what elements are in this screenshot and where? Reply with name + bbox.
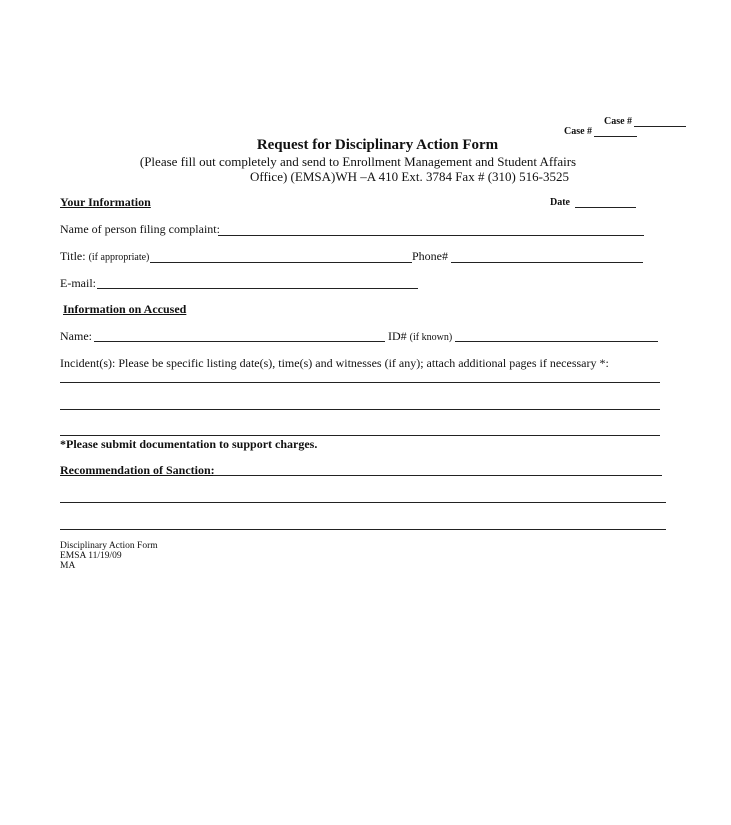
incidents-line-2[interactable] <box>60 409 660 410</box>
filer-name-label: Name of person filing complaint: <box>60 222 220 236</box>
accused-id-field[interactable] <box>455 341 658 342</box>
accused-id-label-wrap <box>388 329 452 344</box>
sanction-line-2[interactable] <box>60 502 666 503</box>
date-field[interactable] <box>575 207 636 208</box>
accused-id-hint: (if known) <box>409 332 453 343</box>
sanction-field[interactable] <box>213 475 662 476</box>
accused-name-label: Name: <box>60 329 92 343</box>
form-title: Request for Disciplinary Action Form <box>256 137 499 153</box>
email-field[interactable] <box>97 288 418 289</box>
title-hint: (if appropriate) <box>88 252 150 263</box>
case-number-field[interactable] <box>634 126 686 127</box>
email-label: E-mail: <box>60 276 96 290</box>
accused-name-field[interactable] <box>94 341 385 342</box>
case-number-label-2: Case # <box>564 126 593 137</box>
accused-heading: Information on Accused <box>63 302 187 316</box>
sanction-label: Recommendation of Sanction: <box>60 463 215 477</box>
instructions-line-1: (Please fill out completely and send to Enrollment Management and Student Affairs <box>139 154 577 169</box>
incidents-line-3[interactable] <box>60 435 660 436</box>
incidents-line-1[interactable] <box>60 382 660 383</box>
sanction-line-3[interactable] <box>60 529 666 530</box>
instructions-line-2: Office) (EMSA)WH –A 410 Ext. 3784 Fax # (310) 516-3525 <box>250 169 569 184</box>
case-number-label: Case # <box>604 116 633 127</box>
accused-id-label: ID# <box>388 329 407 343</box>
your-information-heading: Your Information <box>60 195 151 209</box>
date-label: Date <box>550 197 570 208</box>
title-label: Title: <box>60 249 86 263</box>
phone-field[interactable] <box>451 262 643 263</box>
filer-name-field[interactable] <box>218 235 644 236</box>
documentation-note: *Please submit documentation to support charges. <box>60 437 318 451</box>
footer-form-name: Disciplinary Action Form <box>60 541 158 551</box>
title-field[interactable] <box>150 262 412 263</box>
footer-initials: MA <box>60 561 76 571</box>
incidents-label: Incident(s): Please be specific listing date(s), time(s) and witnesses (if any); attach additional pages if necessary *: <box>60 356 609 370</box>
footer-revision: EMSA 11/19/09 <box>60 551 122 561</box>
phone-label: Phone# <box>412 249 448 263</box>
title-label-wrap <box>60 249 149 264</box>
